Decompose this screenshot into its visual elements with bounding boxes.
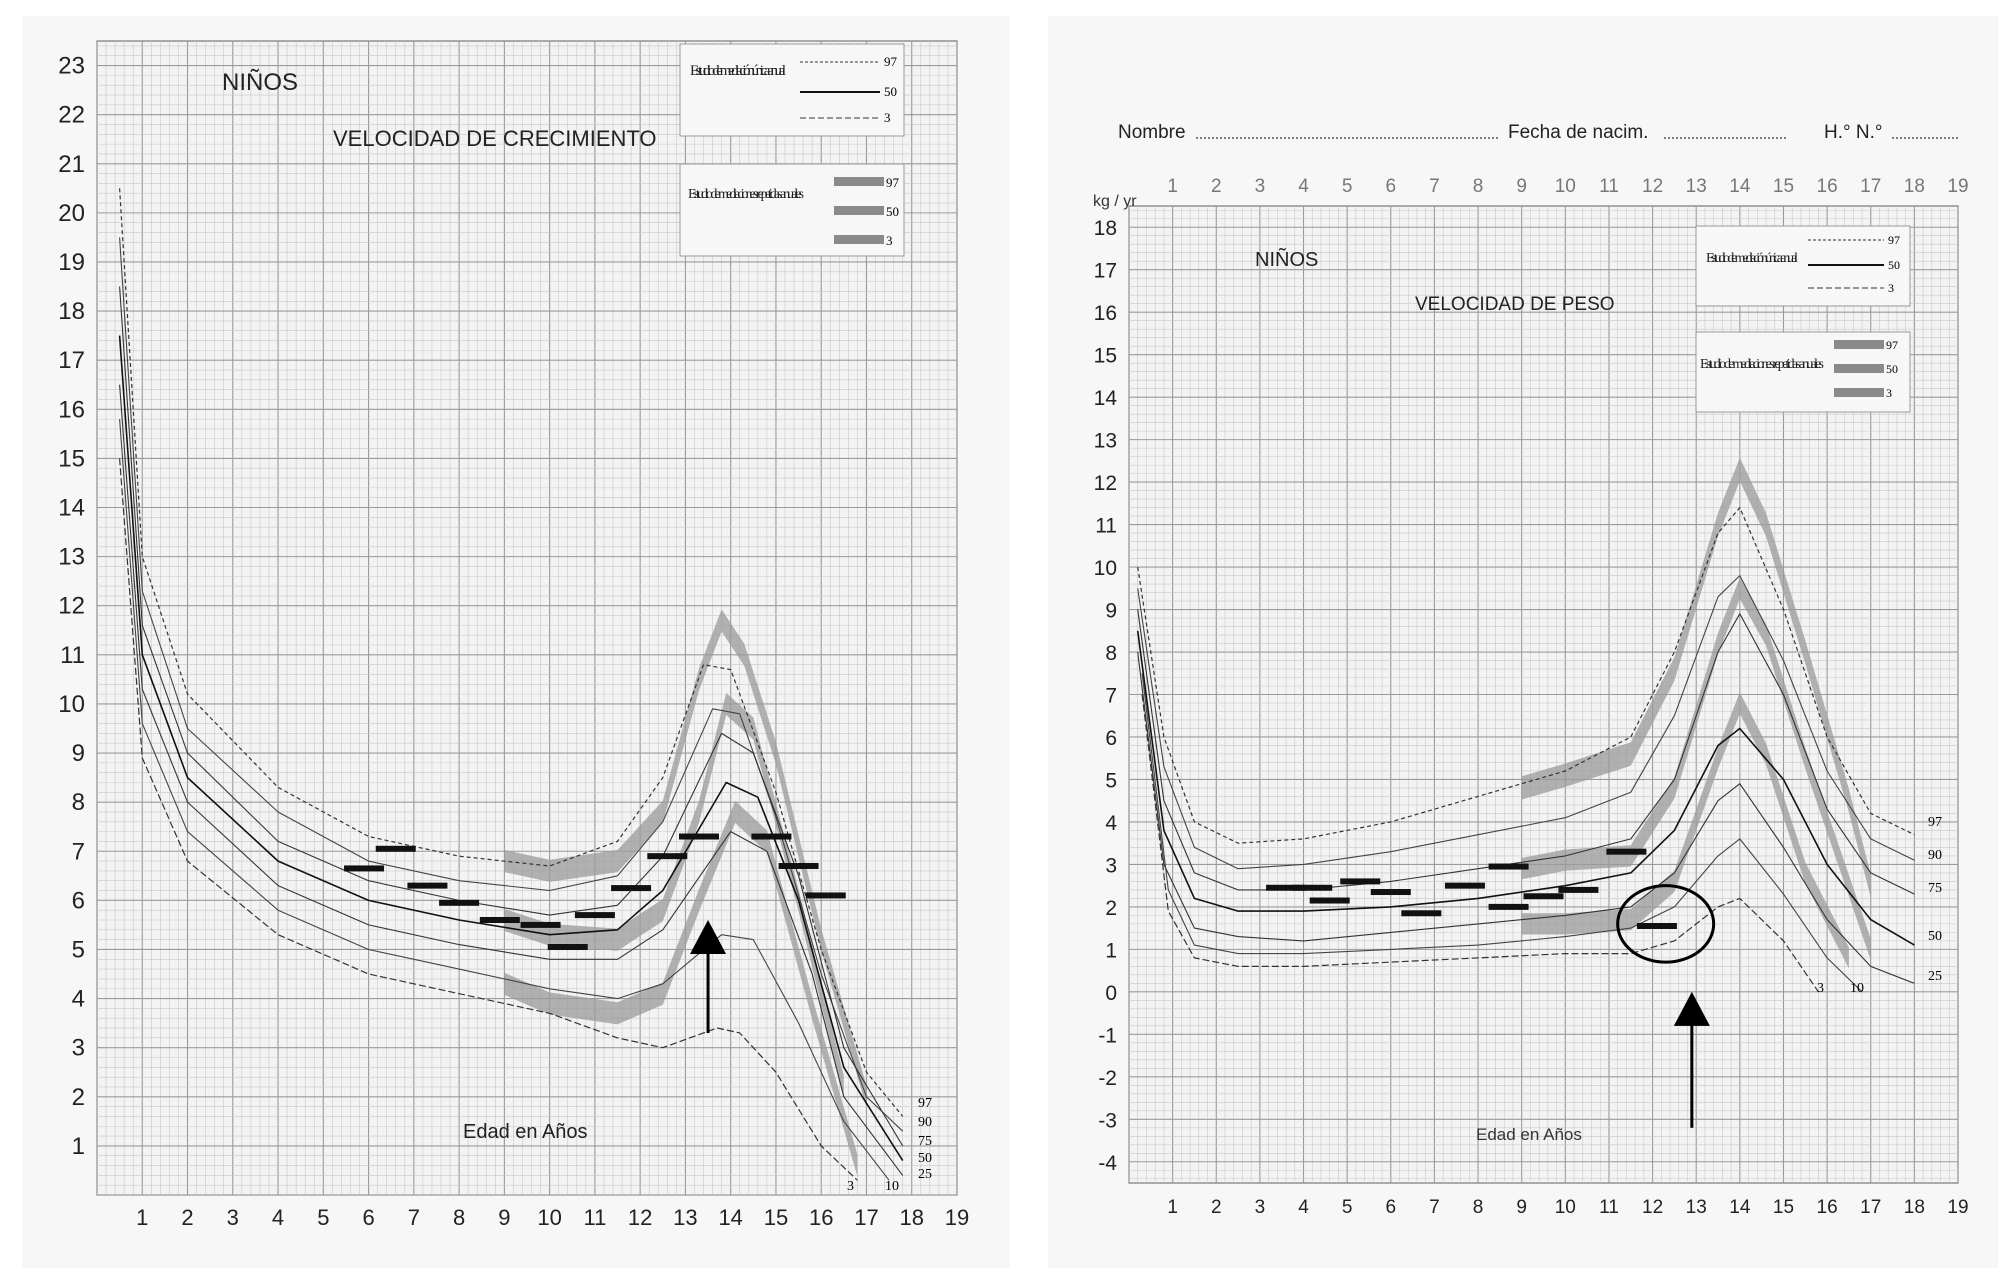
measurement-mark — [1637, 923, 1677, 929]
x-tick-label: 14 — [718, 1205, 743, 1230]
measurement-mark — [779, 863, 819, 869]
y-tick-label: 17 — [1093, 259, 1117, 283]
x-tick-label: 3 — [1254, 1197, 1266, 1218]
x-tick-label: 16 — [1816, 1197, 1838, 1218]
left-legend-repeated-50: 50 — [886, 204, 899, 219]
y-tick-label: 10 — [58, 690, 85, 718]
y-tick-label: 18 — [58, 298, 85, 326]
right-end-label-97: 97 — [1928, 815, 1942, 830]
y-tick-label: 14 — [58, 494, 85, 522]
x-tick-label-top: 6 — [1385, 176, 1397, 197]
measurement-mark — [1371, 889, 1411, 895]
x-tick-label: 5 — [317, 1205, 330, 1230]
right-end-label-3: 3 — [1817, 981, 1824, 996]
x-tick-label: 13 — [673, 1205, 698, 1230]
left-legend-repeated-title: Estudio de mediaciones repetidas anuales — [688, 187, 804, 202]
right-end-label-75: 75 — [1928, 881, 1942, 896]
right-legend-single — [1696, 226, 1910, 306]
measurement-mark — [611, 885, 651, 891]
y-tick-label: 13 — [1093, 429, 1117, 453]
measurement-mark — [439, 900, 479, 906]
right-chart-title: NIÑOS — [1255, 249, 1319, 271]
y-tick-label: 1 — [1105, 939, 1117, 963]
measurement-mark — [548, 944, 588, 950]
measurement-mark — [376, 846, 416, 852]
x-tick-label-top: 15 — [1772, 176, 1795, 197]
measurement-mark — [1292, 885, 1332, 891]
x-tick-label: 13 — [1685, 1197, 1707, 1218]
x-tick-label: 1 — [136, 1205, 149, 1230]
y-tick-label: 12 — [1093, 472, 1117, 496]
x-tick-label: 9 — [1516, 1197, 1527, 1218]
left-end-label-10: 10 — [885, 1179, 899, 1194]
measurement-mark — [344, 865, 384, 871]
y-tick-label: 6 — [71, 887, 85, 915]
right-legend-repeated-title: Estudio de mediaciones repetidas anuales — [1700, 357, 1824, 372]
y-tick-label: 17 — [58, 347, 85, 375]
y-tick-label: 5 — [1105, 769, 1117, 793]
x-tick-label-top: 11 — [1599, 176, 1619, 197]
x-tick-label-top: 5 — [1341, 176, 1353, 197]
measurement-mark — [1606, 849, 1646, 855]
x-tick-label: 17 — [854, 1205, 879, 1230]
measurement-mark — [575, 912, 615, 918]
y-tick-label: 13 — [58, 543, 85, 571]
y-tick-label: 4 — [1105, 811, 1117, 835]
x-tick-label: 16 — [808, 1205, 834, 1230]
x-tick-label: 1 — [1167, 1197, 1178, 1218]
x-tick-label: 4 — [1298, 1197, 1309, 1218]
right-chart-panel — [1048, 16, 1998, 1268]
y-tick-label: 20 — [58, 199, 85, 227]
measurement-mark — [407, 883, 447, 889]
header-fecha: Fecha de nacim. — [1508, 122, 1649, 143]
x-tick-label-top: 9 — [1516, 176, 1527, 197]
left-chart-title: NIÑOS — [222, 69, 299, 96]
x-tick-label: 18 — [1903, 1197, 1925, 1218]
x-tick-label-top: 3 — [1254, 176, 1266, 197]
left-legend-repeated-3: 3 — [886, 233, 893, 248]
right-chart-subtitle: VELOCIDAD DE PESO — [1415, 294, 1615, 315]
left-end-label-75: 75 — [918, 1134, 932, 1149]
y-tick-label: 23 — [58, 52, 85, 80]
x-tick-label: 19 — [1947, 1197, 1969, 1218]
right-end-label-10: 10 — [1850, 981, 1864, 996]
header-hn: H.° N.° — [1824, 122, 1883, 143]
x-tick-label-top: 1 — [1167, 176, 1178, 197]
x-tick-label: 10 — [1554, 1197, 1576, 1218]
measurement-mark — [1558, 887, 1598, 893]
left-x-axis-label: Edad en Años — [463, 1121, 588, 1143]
measurement-mark — [1524, 893, 1564, 899]
y-tick-label: 9 — [71, 740, 85, 768]
y-tick-label: 10 — [1093, 557, 1117, 581]
left-legend-single-97: 97 — [884, 54, 897, 69]
y-tick-label: 1 — [71, 1132, 85, 1160]
x-tick-label-top: 19 — [1947, 176, 1969, 197]
header-nombre: Nombre — [1118, 122, 1186, 143]
right-legend-single-3: 3 — [1888, 281, 1894, 295]
x-tick-label-top: 13 — [1685, 176, 1707, 197]
x-tick-label-top: 17 — [1860, 176, 1882, 197]
left-chart-subtitle: VELOCIDAD DE CRECIMIENTO — [333, 126, 657, 151]
left-end-label-3: 3 — [847, 1179, 854, 1194]
y-tick-label: 7 — [71, 838, 85, 866]
right-end-label-25: 25 — [1928, 969, 1942, 984]
x-tick-label: 8 — [1472, 1197, 1484, 1218]
measurement-mark — [1310, 898, 1350, 904]
y-tick-label: 3 — [1105, 854, 1117, 878]
right-legend-repeated-3: 3 — [1886, 386, 1892, 400]
x-tick-label: 8 — [452, 1205, 466, 1230]
y-tick-label: 5 — [71, 936, 85, 964]
y-tick-label: -3 — [1098, 1109, 1117, 1133]
x-tick-label: 12 — [627, 1205, 653, 1230]
y-tick-label: 16 — [58, 396, 85, 424]
x-tick-label: 14 — [1729, 1197, 1751, 1218]
y-tick-label: 11 — [1095, 514, 1117, 538]
x-tick-label: 2 — [1210, 1197, 1222, 1218]
x-tick-label-top: 7 — [1429, 176, 1440, 197]
y-tick-label: -1 — [1098, 1024, 1117, 1048]
right-legend-single-title: Estudio de mediación única anual — [1706, 251, 1798, 266]
right-legend-repeated-97: 97 — [1886, 338, 1898, 352]
x-tick-label: 18 — [899, 1205, 924, 1230]
measurement-mark — [1401, 910, 1441, 916]
x-tick-label: 17 — [1860, 1197, 1882, 1218]
right-legend-repeated-50: 50 — [1886, 362, 1898, 376]
right-x-axis-label: Edad en Años — [1476, 1125, 1582, 1144]
measurement-mark — [1489, 904, 1529, 910]
left-legend-repeated-97: 97 — [886, 175, 899, 190]
x-tick-label: 15 — [763, 1205, 789, 1230]
left-end-label-50: 50 — [918, 1151, 932, 1166]
x-tick-label-top: 16 — [1816, 176, 1838, 197]
right-end-label-50: 50 — [1928, 929, 1942, 944]
measurement-mark — [480, 917, 520, 923]
y-tick-label: 9 — [1105, 599, 1117, 623]
x-tick-label: 19 — [944, 1205, 970, 1230]
left-end-label-25: 25 — [918, 1167, 932, 1182]
x-tick-label: 6 — [1385, 1197, 1397, 1218]
y-tick-label: -2 — [1098, 1066, 1117, 1090]
x-tick-label: 5 — [1341, 1197, 1353, 1218]
measurement-mark — [751, 834, 791, 840]
x-tick-label: 10 — [537, 1205, 562, 1230]
left-legend-single-50: 50 — [884, 84, 897, 99]
measurement-mark — [1489, 864, 1529, 870]
left-end-label-90: 90 — [918, 1115, 932, 1130]
measurement-mark — [521, 922, 561, 928]
left-chart-panel — [22, 16, 1010, 1268]
left-end-label-97: 97 — [918, 1096, 932, 1111]
y-tick-label: 7 — [1105, 684, 1117, 708]
x-tick-label-top: 4 — [1298, 176, 1309, 197]
x-tick-label: 15 — [1772, 1197, 1795, 1218]
y-tick-label: 2 — [71, 1083, 85, 1111]
x-tick-label-top: 8 — [1472, 176, 1484, 197]
right-legend-single-97: 97 — [1888, 233, 1900, 247]
y-tick-label: 4 — [71, 985, 85, 1013]
x-tick-label: 11 — [583, 1205, 607, 1230]
measurement-mark — [1340, 878, 1380, 884]
right-legend-single-50: 50 — [1888, 258, 1900, 272]
y-tick-label: 8 — [71, 789, 85, 817]
x-tick-label: 11 — [1599, 1197, 1619, 1218]
y-tick-label: 18 — [1093, 217, 1117, 241]
x-tick-label: 9 — [498, 1205, 511, 1230]
y-tick-label: 14 — [1093, 387, 1117, 411]
right-end-label-90: 90 — [1928, 848, 1942, 863]
right-legend-repeated — [1696, 332, 1910, 412]
measurement-mark — [679, 834, 719, 840]
y-tick-label: 3 — [71, 1034, 85, 1062]
y-tick-label: 16 — [1093, 302, 1117, 326]
y-tick-label: 21 — [58, 150, 85, 178]
x-tick-label: 7 — [407, 1205, 420, 1230]
x-tick-label-top: 14 — [1729, 176, 1751, 197]
x-tick-label-top: 12 — [1642, 176, 1664, 197]
y-tick-label: 22 — [58, 101, 85, 129]
y-tick-label: 12 — [58, 592, 85, 620]
left-legend-single-title: Estudio de mediación única anual — [690, 63, 786, 79]
measurement-mark — [647, 853, 687, 859]
measurement-mark — [806, 892, 846, 898]
x-tick-label: 6 — [362, 1205, 375, 1230]
x-tick-label: 2 — [181, 1205, 194, 1230]
y-tick-label: 8 — [1105, 642, 1117, 666]
y-tick-label: 6 — [1105, 726, 1117, 750]
measurement-mark — [1445, 883, 1485, 889]
y-tick-label: 15 — [1093, 344, 1117, 368]
right-y-unit-label: kg / yr — [1093, 193, 1137, 210]
y-tick-label: 0 — [1105, 981, 1117, 1005]
x-tick-label: 12 — [1642, 1197, 1664, 1218]
y-tick-label: 15 — [58, 445, 85, 473]
x-tick-label-top: 18 — [1903, 176, 1925, 197]
left-legend-repeated — [680, 164, 904, 256]
x-tick-label: 4 — [271, 1205, 285, 1230]
y-tick-label: -4 — [1098, 1151, 1117, 1175]
y-tick-label: 2 — [1105, 896, 1117, 920]
y-tick-label: 19 — [58, 248, 85, 276]
y-tick-label: 11 — [60, 641, 85, 669]
left-legend-single — [680, 44, 904, 136]
x-tick-label-top: 2 — [1210, 176, 1222, 197]
x-tick-label-top: 10 — [1554, 176, 1576, 197]
x-tick-label: 3 — [226, 1205, 239, 1230]
x-tick-label: 7 — [1429, 1197, 1440, 1218]
left-legend-single-3: 3 — [884, 110, 891, 125]
